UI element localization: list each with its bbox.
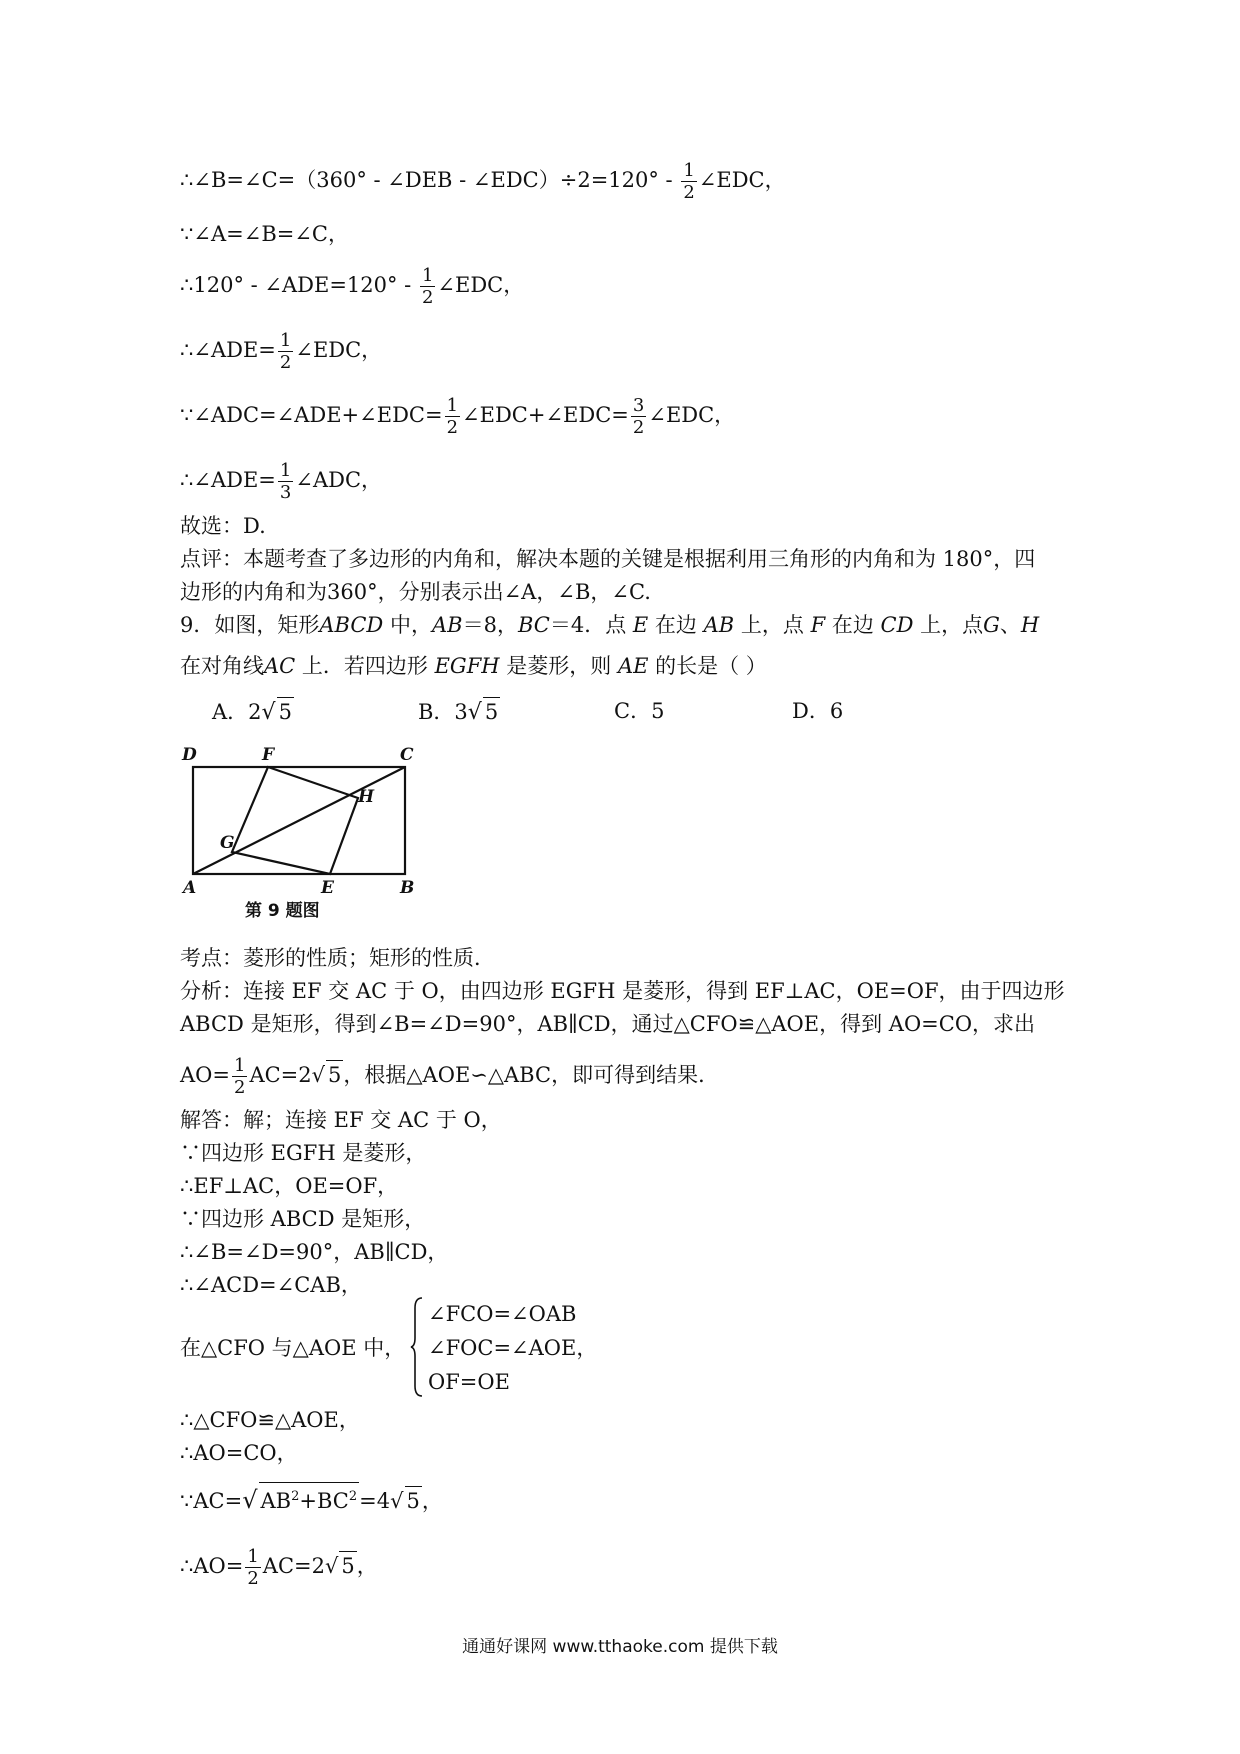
text: ∠EDC， bbox=[295, 338, 383, 362]
text: ∴∠B=∠C=（360° - ∠DEB - ∠EDC）÷2=120° - bbox=[180, 168, 680, 192]
step-10: ∴AO= $\frac{1}{2}$ AC=2√ 5， bbox=[180, 1546, 378, 1589]
page-footer: 通通好课网 www.tthaoke.com 提供下载 bbox=[462, 1637, 778, 1657]
answer-choice-line: 故选：D. bbox=[180, 514, 266, 538]
figure-caption: 第 9 题图 bbox=[245, 901, 320, 921]
key-points: 考点：菱形的性质；矩形的性质． bbox=[180, 946, 495, 970]
analysis-line-3: AO= $\frac{1}{2}$ AC=2√ 5，根据△AOE∽△ABC，即可得到结果． bbox=[180, 1055, 720, 1098]
label-e: E bbox=[321, 878, 334, 898]
step-2: ∴EF⊥AC，OE=OF， bbox=[180, 1174, 399, 1198]
option-a: A．2√ 5 bbox=[212, 697, 294, 727]
system-eq-2: ∠FOC=∠AOE， bbox=[428, 1336, 598, 1360]
system-eq-3: OF=OE bbox=[428, 1370, 510, 1394]
text: ∵∠ADC=∠ADE+∠EDC= bbox=[180, 403, 443, 427]
text: ∠EDC， bbox=[648, 403, 736, 427]
system-brace bbox=[410, 1296, 424, 1398]
solution-line-4 bbox=[180, 330, 382, 373]
analysis-line-2: ABCD 是矩形，得到∠B=∠D=90°，AB∥CD，通过△CFO≌△AOE，得到 AO=CO，求出 bbox=[180, 1012, 1036, 1036]
step-9: ∵AC=√ $AB^2+BC^2=4√$ 5， bbox=[180, 1482, 443, 1515]
geometry-figure bbox=[180, 742, 440, 932]
label-h: H bbox=[358, 787, 375, 807]
rhombus-egfh bbox=[232, 767, 358, 874]
step-6: 在△CFO 与△AOE 中， bbox=[180, 1336, 406, 1360]
label-f: F bbox=[262, 745, 275, 765]
step-7: ∴△CFO≌△AOE， bbox=[180, 1408, 360, 1432]
diagonal-ac bbox=[193, 767, 405, 874]
solution-line-1 bbox=[180, 160, 786, 203]
step-4: ∴∠B=∠D=90°，AB∥CD， bbox=[180, 1240, 449, 1264]
label-c: C bbox=[400, 745, 414, 765]
comment-line-1: 点评：本题考查了多边形的内角和，解决本题的关键是根据利用三角形的内角和为 180°，四 bbox=[180, 547, 1036, 571]
text: ∴120° - ∠ADE=120° - bbox=[180, 273, 418, 297]
comment-line-2: 边形的内角和为360°，分别表示出∠A，∠B，∠C. bbox=[180, 580, 651, 604]
fraction-three-halves: $\frac{3}{2}$ bbox=[632, 395, 645, 438]
option-b: B．3√ 5 bbox=[418, 697, 500, 727]
fraction-half: $\frac{1}{2}$ bbox=[421, 265, 434, 308]
label-g: G bbox=[220, 833, 235, 853]
solution-header: 解答：解；连接 EF 交 AC 于 O， bbox=[180, 1108, 502, 1132]
text: ∴∠ADE= bbox=[180, 468, 276, 492]
step-3: ∵四边形 ABCD 是矩形， bbox=[180, 1207, 426, 1231]
step-5: ∴∠ACD=∠CAB， bbox=[180, 1273, 362, 1297]
label-d: D bbox=[182, 745, 197, 765]
fraction-half: $\frac{1}{2}$ bbox=[279, 330, 292, 373]
fraction-half: $\frac{1}{2}$ bbox=[683, 160, 695, 203]
question-9-line-2: 在对角线AC 上．若四边形 EGFH 是菱形，则 AE 的长是（ ） bbox=[180, 654, 767, 678]
text: ∠EDC+∠EDC= bbox=[462, 403, 629, 427]
system-eq-1: ∠FCO=∠OAB bbox=[428, 1302, 577, 1326]
fraction-third: $\frac{1}{3}$ bbox=[279, 460, 292, 503]
text: ∴∠ADE= bbox=[180, 338, 276, 362]
fraction-half: $\frac{1}{2}$ bbox=[233, 1055, 246, 1098]
text: ∠EDC， bbox=[698, 168, 786, 192]
solution-line-2: ∵∠A=∠B=∠C， bbox=[180, 222, 350, 246]
solution-line-3 bbox=[180, 265, 524, 308]
solution-line-5 bbox=[180, 395, 735, 438]
text: ∠ADC， bbox=[295, 468, 383, 492]
option-d: D．6 bbox=[792, 699, 844, 723]
solution-line-6 bbox=[180, 460, 382, 503]
label-b: B bbox=[400, 878, 415, 898]
option-c: C．5 bbox=[614, 699, 665, 723]
step-1: ∵四边形 EGFH 是菱形， bbox=[180, 1141, 427, 1165]
analysis-line-1: 分析：连接 EF 交 AC 于 O，由四边形 EGFH 是菱形，得到 EF⊥AC，OE=OF，由于四边形 bbox=[180, 979, 1065, 1003]
step-8: ∴AO=CO， bbox=[180, 1441, 298, 1465]
label-a: A bbox=[183, 878, 197, 898]
fraction-half: $\frac{1}{2}$ bbox=[446, 395, 459, 438]
fraction-half: $\frac{1}{2}$ bbox=[247, 1546, 259, 1589]
question-9-line-1: 9．如图，矩形ABCD 中，AB＝8，BC＝4．点 E 在边 AB 上，点 F 在边 CD 上，点G、H bbox=[180, 613, 1040, 637]
text: ∠EDC， bbox=[437, 273, 525, 297]
